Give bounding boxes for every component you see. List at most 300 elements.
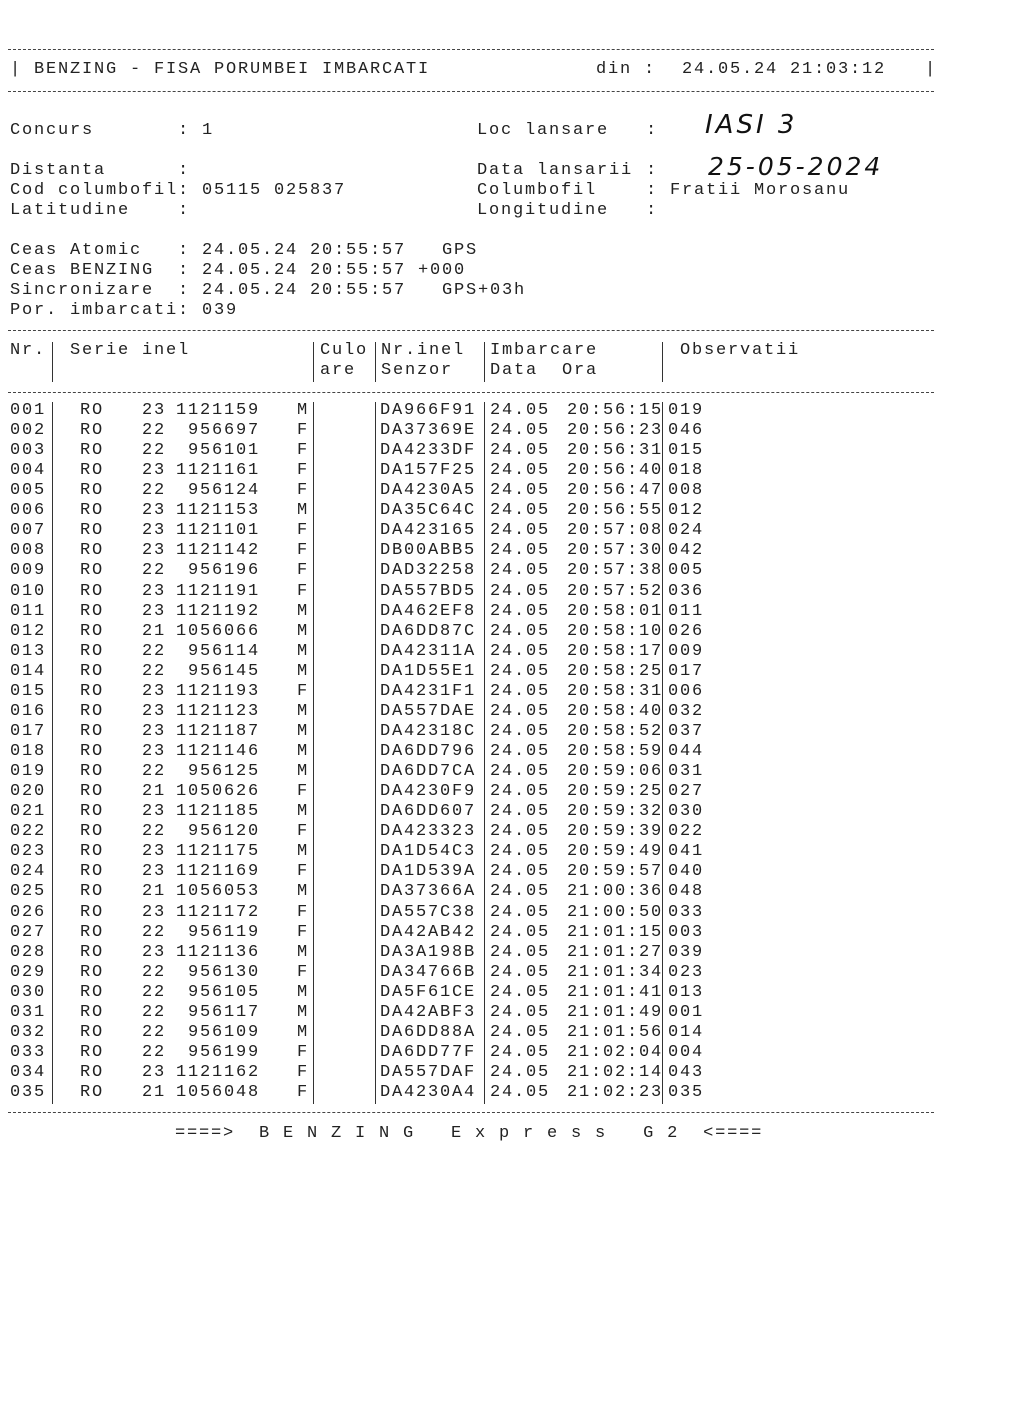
country: RO (80, 982, 105, 1002)
row-nr: 022 (10, 822, 47, 842)
date: 24.05 (490, 421, 551, 441)
sensor-id: DA37366A (380, 882, 477, 902)
year: 23 (142, 541, 167, 561)
cod-label: Cod columbofil: (10, 181, 191, 200)
time: 20:58:10 (567, 621, 664, 641)
sex: F (297, 962, 310, 982)
date: 24.05 (490, 742, 551, 762)
observatii: 041 (668, 842, 705, 862)
year: 22 (142, 481, 167, 501)
sensor-id: DAD32258 (380, 561, 477, 581)
ceas-atomic-value: 24.05.24 20:55:57 GPS (202, 241, 479, 260)
observatii: 036 (668, 581, 705, 601)
observatii: 046 (668, 421, 705, 441)
concurs-label: Concurs (10, 121, 95, 140)
time: 21:02:23 (567, 1083, 664, 1103)
time: 20:57:30 (567, 541, 664, 561)
col-imbarcare: Imbarcare (490, 341, 599, 360)
ceas-benzing-value: 24.05.24 20:55:57 +000 (202, 261, 467, 280)
col-divider (313, 342, 314, 382)
ring-number: 956130 (187, 962, 260, 982)
col-divider (313, 402, 314, 1104)
row-nr: 003 (10, 441, 47, 461)
date: 24.05 (490, 601, 551, 621)
ring-number: 1121175 (175, 842, 260, 862)
ring-number: 1056053 (175, 882, 260, 902)
sex: M (297, 401, 310, 420)
ring-number: 1121162 (175, 1062, 260, 1082)
col-observatii: Observatii (680, 341, 801, 360)
sex: F (297, 1083, 310, 1103)
country: RO (80, 822, 105, 842)
date: 24.05 (490, 1022, 551, 1042)
ring-number: 1121123 (175, 701, 260, 721)
observatii: 014 (668, 1022, 705, 1042)
sensor-id: DA37369E (380, 421, 477, 441)
observatii: 006 (668, 681, 705, 701)
row-nr: 020 (10, 782, 47, 802)
row-nr: 015 (10, 681, 47, 701)
sex: M (297, 982, 310, 1002)
sex: F (297, 862, 310, 882)
country: RO (80, 842, 105, 862)
date: 24.05 (490, 1083, 551, 1103)
row-nr: 026 (10, 902, 47, 922)
sensor-id: DA423323 (380, 822, 477, 842)
year: 23 (142, 942, 167, 962)
sensor-id: DA42311A (380, 641, 477, 661)
sex: F (297, 822, 310, 842)
time: 20:57:38 (567, 561, 664, 581)
year: 23 (142, 802, 167, 822)
col-divider (375, 402, 376, 1104)
row-nr: 016 (10, 701, 47, 721)
row-nr: 009 (10, 561, 47, 581)
divider (8, 1112, 934, 1113)
sensor-id: DA42ABF3 (380, 1002, 477, 1022)
row-nr: 006 (10, 501, 47, 521)
document-title: BENZING - FISA PORUMBEI IMBARCATI (34, 60, 431, 79)
year: 22 (142, 982, 167, 1002)
observatii: 024 (668, 521, 705, 541)
row-nr: 012 (10, 621, 47, 641)
country: RO (80, 501, 105, 521)
ring-number: 956119 (187, 922, 260, 942)
time: 21:01:34 (567, 962, 664, 982)
year: 23 (142, 902, 167, 922)
year: 21 (142, 1083, 167, 1103)
por-value: 039 (202, 301, 239, 320)
observatii: 023 (668, 962, 705, 982)
observatii: 043 (668, 1062, 705, 1082)
observatii: 001 (668, 1002, 705, 1022)
date: 24.05 (490, 1042, 551, 1062)
row-nr: 031 (10, 1002, 47, 1022)
observatii: 037 (668, 721, 705, 741)
time: 20:58:59 (567, 742, 664, 762)
ring-number: 1121159 (175, 401, 260, 420)
date: 24.05 (490, 441, 551, 461)
sensor-id: DA42318C (380, 721, 477, 741)
sensor-id: DA6DD77F (380, 1042, 477, 1062)
observatii: 031 (668, 762, 705, 782)
observatii: 013 (668, 982, 705, 1002)
country: RO (80, 541, 105, 561)
year: 23 (142, 461, 167, 481)
col-senzor-2: Senzor (381, 361, 454, 380)
col-divider (484, 402, 485, 1104)
country: RO (80, 581, 105, 601)
loc-lansare-handwritten: IASI 3 (705, 110, 798, 140)
data-lansarii-label: Data lansarii (477, 161, 634, 180)
por-label-text: Por. imbarcati (10, 301, 179, 320)
date: 24.05 (490, 621, 551, 641)
sex: F (297, 441, 310, 461)
col-divider (52, 342, 53, 382)
sensor-id: DA35C64C (380, 501, 477, 521)
latitudine-label: Latitudine (10, 201, 131, 220)
ring-number: 1056048 (175, 1083, 260, 1103)
date: 24.05 (490, 481, 551, 501)
date: 24.05 (490, 822, 551, 842)
time: 21:01:27 (567, 942, 664, 962)
observatii: 042 (668, 541, 705, 561)
country: RO (80, 942, 105, 962)
row-nr: 030 (10, 982, 47, 1002)
sensor-id: DA4230F9 (380, 782, 477, 802)
ring-number: 956145 (187, 661, 260, 681)
columbofil-label: Columbofil (477, 181, 598, 200)
time: 21:01:56 (567, 1022, 664, 1042)
observatii: 005 (668, 561, 705, 581)
cod-value: 05115 025837 (202, 181, 347, 200)
date: 24.05 (490, 782, 551, 802)
observatii: 017 (668, 661, 705, 681)
row-nr: 010 (10, 581, 47, 601)
col-divider (662, 342, 663, 382)
colon: : (178, 201, 191, 220)
country: RO (80, 742, 105, 762)
sensor-id: DA42AB42 (380, 922, 477, 942)
time: 20:59:32 (567, 802, 664, 822)
date: 24.05 (490, 661, 551, 681)
sensor-id: DA557BD5 (380, 581, 477, 601)
year: 22 (142, 962, 167, 982)
observatii: 003 (668, 922, 705, 942)
ring-number: 956120 (187, 822, 260, 842)
colon: : (178, 241, 191, 260)
observatii: 030 (668, 802, 705, 822)
col-divider (375, 342, 376, 382)
observatii: 044 (668, 742, 705, 762)
row-nr: 034 (10, 1062, 47, 1082)
row-nr: 001 (10, 401, 47, 420)
country: RO (80, 962, 105, 982)
time: 20:58:01 (567, 601, 664, 621)
sex: M (297, 661, 310, 681)
bar: | (925, 60, 938, 79)
row-nr: 013 (10, 641, 47, 661)
ring-number: 1121169 (175, 862, 260, 882)
bar: | (10, 60, 23, 79)
row-nr: 033 (10, 1042, 47, 1062)
ring-number: 1050626 (175, 782, 260, 802)
sensor-id: DA966F91 (380, 401, 477, 420)
sensor-id: DA157F25 (380, 461, 477, 481)
year: 21 (142, 882, 167, 902)
date: 24.05 (490, 802, 551, 822)
year: 23 (142, 521, 167, 541)
sex: M (297, 882, 310, 902)
date: 24.05 (490, 1002, 551, 1022)
ring-number: 956105 (187, 982, 260, 1002)
row-nr: 007 (10, 521, 47, 541)
divider (8, 91, 934, 92)
sex: M (297, 621, 310, 641)
ring-number: 1121153 (175, 501, 260, 521)
time: 20:56:31 (567, 441, 664, 461)
year: 22 (142, 641, 167, 661)
sensor-id: DA4233DF (380, 441, 477, 461)
col-culoare-2: are (320, 361, 357, 380)
sex: M (297, 701, 310, 721)
sensor-id: DA462EF8 (380, 601, 477, 621)
year: 22 (142, 661, 167, 681)
col-culoare: Culo (320, 341, 369, 360)
sex: F (297, 561, 310, 581)
observatii: 011 (668, 601, 705, 621)
ring-number: 1121101 (175, 521, 260, 541)
sex: M (297, 501, 310, 521)
time: 20:58:25 (567, 661, 664, 681)
sensor-id: DA34766B (380, 962, 477, 982)
year: 22 (142, 922, 167, 942)
sensor-id: DA423165 (380, 521, 477, 541)
country: RO (80, 701, 105, 721)
date: 24.05 (490, 721, 551, 741)
row-nr: 024 (10, 862, 47, 882)
por-label: Por. imbarcati: (10, 301, 191, 320)
colon: : (646, 121, 659, 140)
ring-number: 956114 (187, 641, 260, 661)
sex: F (297, 1042, 310, 1062)
year: 23 (142, 401, 167, 420)
sensor-id: DA557DAE (380, 701, 477, 721)
ring-number: 1121161 (175, 461, 260, 481)
ceas-benzing-label: Ceas BENZING (10, 261, 155, 280)
row-nr: 032 (10, 1022, 47, 1042)
time: 21:00:36 (567, 882, 664, 902)
year: 23 (142, 581, 167, 601)
country: RO (80, 401, 105, 420)
observatii: 027 (668, 782, 705, 802)
ring-number: 1121185 (175, 802, 260, 822)
col-divider (52, 402, 53, 1104)
col-imbarcare-2: Data Ora (490, 361, 599, 380)
sex: F (297, 541, 310, 561)
year: 23 (142, 701, 167, 721)
country: RO (80, 681, 105, 701)
year: 23 (142, 721, 167, 741)
year: 22 (142, 762, 167, 782)
time: 20:59:49 (567, 842, 664, 862)
country: RO (80, 461, 105, 481)
date: 24.05 (490, 942, 551, 962)
time: 20:57:08 (567, 521, 664, 541)
year: 23 (142, 601, 167, 621)
date: 24.05 (490, 461, 551, 481)
date: 24.05 (490, 501, 551, 521)
country: RO (80, 1062, 105, 1082)
time: 20:57:52 (567, 581, 664, 601)
country: RO (80, 1002, 105, 1022)
observatii: 012 (668, 501, 705, 521)
time: 21:01:15 (567, 922, 664, 942)
sex: F (297, 782, 310, 802)
observatii: 039 (668, 942, 705, 962)
sensor-id: DA557DAF (380, 1062, 477, 1082)
sex: F (297, 1062, 310, 1082)
time: 20:58:40 (567, 701, 664, 721)
observatii: 018 (668, 461, 705, 481)
year: 23 (142, 742, 167, 762)
time: 21:01:49 (567, 1002, 664, 1022)
country: RO (80, 641, 105, 661)
date: 24.05 (490, 521, 551, 541)
date: 24.05 (490, 581, 551, 601)
time: 20:56:15 (567, 401, 664, 420)
row-nr: 008 (10, 541, 47, 561)
year: 22 (142, 441, 167, 461)
sex: F (297, 421, 310, 441)
date: 24.05 (490, 701, 551, 721)
date: 24.05 (490, 842, 551, 862)
year: 22 (142, 1002, 167, 1022)
ring-number: 956101 (187, 441, 260, 461)
ring-number: 956125 (187, 762, 260, 782)
time: 20:58:52 (567, 721, 664, 741)
sensor-id: DA5F61CE (380, 982, 477, 1002)
time: 20:58:17 (567, 641, 664, 661)
date: 24.05 (490, 681, 551, 701)
sex: F (297, 681, 310, 701)
row-nr: 014 (10, 661, 47, 681)
sex: M (297, 641, 310, 661)
sex: M (297, 762, 310, 782)
sex: F (297, 581, 310, 601)
country: RO (80, 882, 105, 902)
time: 20:56:47 (567, 481, 664, 501)
ring-number: 1121142 (175, 541, 260, 561)
colon: : (178, 161, 191, 180)
time: 21:02:04 (567, 1042, 664, 1062)
sensor-id: DA6DD607 (380, 802, 477, 822)
country: RO (80, 802, 105, 822)
ring-number: 956109 (187, 1022, 260, 1042)
sensor-id: DA6DD7CA (380, 762, 477, 782)
country: RO (80, 481, 105, 501)
sex: M (297, 842, 310, 862)
sex: F (297, 521, 310, 541)
sex: F (297, 481, 310, 501)
row-nr: 011 (10, 601, 47, 621)
observatii: 015 (668, 441, 705, 461)
data-lansarii-handwritten: 25-05-2024 (708, 152, 884, 181)
row-nr: 019 (10, 762, 47, 782)
din-label: din : (596, 60, 657, 79)
time: 20:59:25 (567, 782, 664, 802)
row-nr: 017 (10, 721, 47, 741)
time: 20:56:40 (567, 461, 664, 481)
distanta-label: Distanta (10, 161, 107, 180)
colon: : (646, 201, 659, 220)
observatii: 008 (668, 481, 705, 501)
ring-number: 956697 (187, 421, 260, 441)
time: 20:59:06 (567, 762, 664, 782)
time: 21:01:41 (567, 982, 664, 1002)
country: RO (80, 762, 105, 782)
sincronizare-value: 24.05.24 20:55:57 GPS+03h (202, 281, 527, 300)
time: 20:58:31 (567, 681, 664, 701)
sex: M (297, 802, 310, 822)
sensor-id: DA6DD796 (380, 742, 477, 762)
time: 21:02:14 (567, 1062, 664, 1082)
ring-number: 1121136 (175, 942, 260, 962)
sensor-id: DA6DD87C (380, 621, 477, 641)
ring-number: 956124 (187, 481, 260, 501)
sensor-id: DB00ABB5 (380, 541, 477, 561)
concurs-value: 1 (202, 121, 215, 140)
date: 24.05 (490, 641, 551, 661)
sex: M (297, 1022, 310, 1042)
colon: : (178, 261, 191, 280)
sensor-id: DA1D539A (380, 862, 477, 882)
divider (8, 330, 934, 331)
year: 22 (142, 822, 167, 842)
country: RO (80, 561, 105, 581)
ring-number: 1121193 (175, 681, 260, 701)
sex: M (297, 742, 310, 762)
row-nr: 004 (10, 461, 47, 481)
row-nr: 018 (10, 742, 47, 762)
year: 22 (142, 561, 167, 581)
divider (8, 392, 934, 393)
row-nr: 035 (10, 1083, 47, 1103)
country: RO (80, 441, 105, 461)
sex: M (297, 942, 310, 962)
col-divider (484, 342, 485, 382)
ring-number: 1121146 (175, 742, 260, 762)
row-nr: 027 (10, 922, 47, 942)
time: 20:56:23 (567, 421, 664, 441)
footer-brand: ====> B E N Z I N G E x p r e s s G 2 <==== (175, 1124, 764, 1143)
observatii: 033 (668, 902, 705, 922)
date: 24.05 (490, 982, 551, 1002)
ring-number: 1121172 (175, 902, 260, 922)
sensor-id: DA4231F1 (380, 681, 477, 701)
columbofil-value: Fratii Morosanu (670, 181, 851, 200)
ring-number: 956117 (187, 1002, 260, 1022)
sex: F (297, 922, 310, 942)
date: 24.05 (490, 962, 551, 982)
sex: F (297, 902, 310, 922)
country: RO (80, 1083, 105, 1103)
observatii: 040 (668, 862, 705, 882)
ring-number: 1121191 (175, 581, 260, 601)
date: 24.05 (490, 862, 551, 882)
observatii: 032 (668, 701, 705, 721)
country: RO (80, 721, 105, 741)
